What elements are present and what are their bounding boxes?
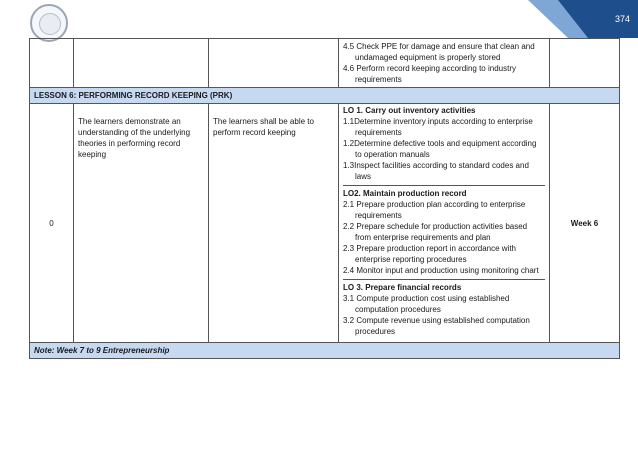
- lesson-header-row: [30, 88, 620, 104]
- list-item: 3.2 Compute revenue using established computation procedures: [343, 316, 530, 336]
- row-number: 0: [30, 104, 74, 343]
- lo2-block: [343, 185, 545, 279]
- learning-competencies: [339, 104, 550, 343]
- list-item: 1.3Inspect facilities according to standard codes and laws: [343, 161, 529, 181]
- performance-standard: The learners shall be able to perform record keeping: [209, 104, 339, 343]
- list-item: 4.6 Perform record keeping according to industry requirements: [343, 64, 516, 84]
- list-item: 1.2Determine defective tools and equipment according to operation manuals: [343, 139, 537, 159]
- list-item: 2.2 Prepare schedule for production activities based from enterprise requirements and plan: [343, 222, 528, 242]
- note-row: [30, 343, 620, 359]
- curriculum-table: [29, 38, 620, 359]
- list-item: 2.1 Prepare production plan according to enterprise requirements: [343, 200, 526, 220]
- list-item: 3.1 Compute production cost using established computation procedures: [343, 294, 510, 314]
- week-label: Week 6: [550, 104, 620, 343]
- lo3-title: LO 3. Prepare financial records: [343, 283, 462, 292]
- note-text: Note: Week 7 to 9 Entrepreneurship: [30, 343, 620, 359]
- list-item: 2.3 Prepare production report in accordance with enterprise reporting procedures: [343, 244, 516, 264]
- lo1-title: LO 1. Carry out inventory activities: [343, 106, 476, 115]
- lo2-title: LO2. Maintain production record: [343, 189, 467, 198]
- lesson-content-row: [30, 104, 620, 343]
- content-standard: The learners demonstrate an understanding of the underlying theories in performing record keeping: [74, 104, 209, 343]
- list-item: 1.1Determine inventory inputs according to enterprise requirements: [343, 117, 533, 137]
- deped-seal-logo: [30, 4, 68, 42]
- continuation-row: [30, 39, 620, 88]
- lesson-title: LESSON 6: PERFORMING RECORD KEEPING (PRK): [30, 88, 620, 104]
- lo1-block: [343, 105, 545, 185]
- lo3-block: [343, 279, 545, 340]
- list-item: 4.5 Check PPE for damage and ensure that clean and undamaged equipment is properly stored: [343, 42, 535, 62]
- list-item: 2.4 Monitor input and production using monitoring chart: [343, 266, 539, 275]
- page-number: 374: [614, 14, 630, 24]
- competency-cell: [339, 39, 550, 88]
